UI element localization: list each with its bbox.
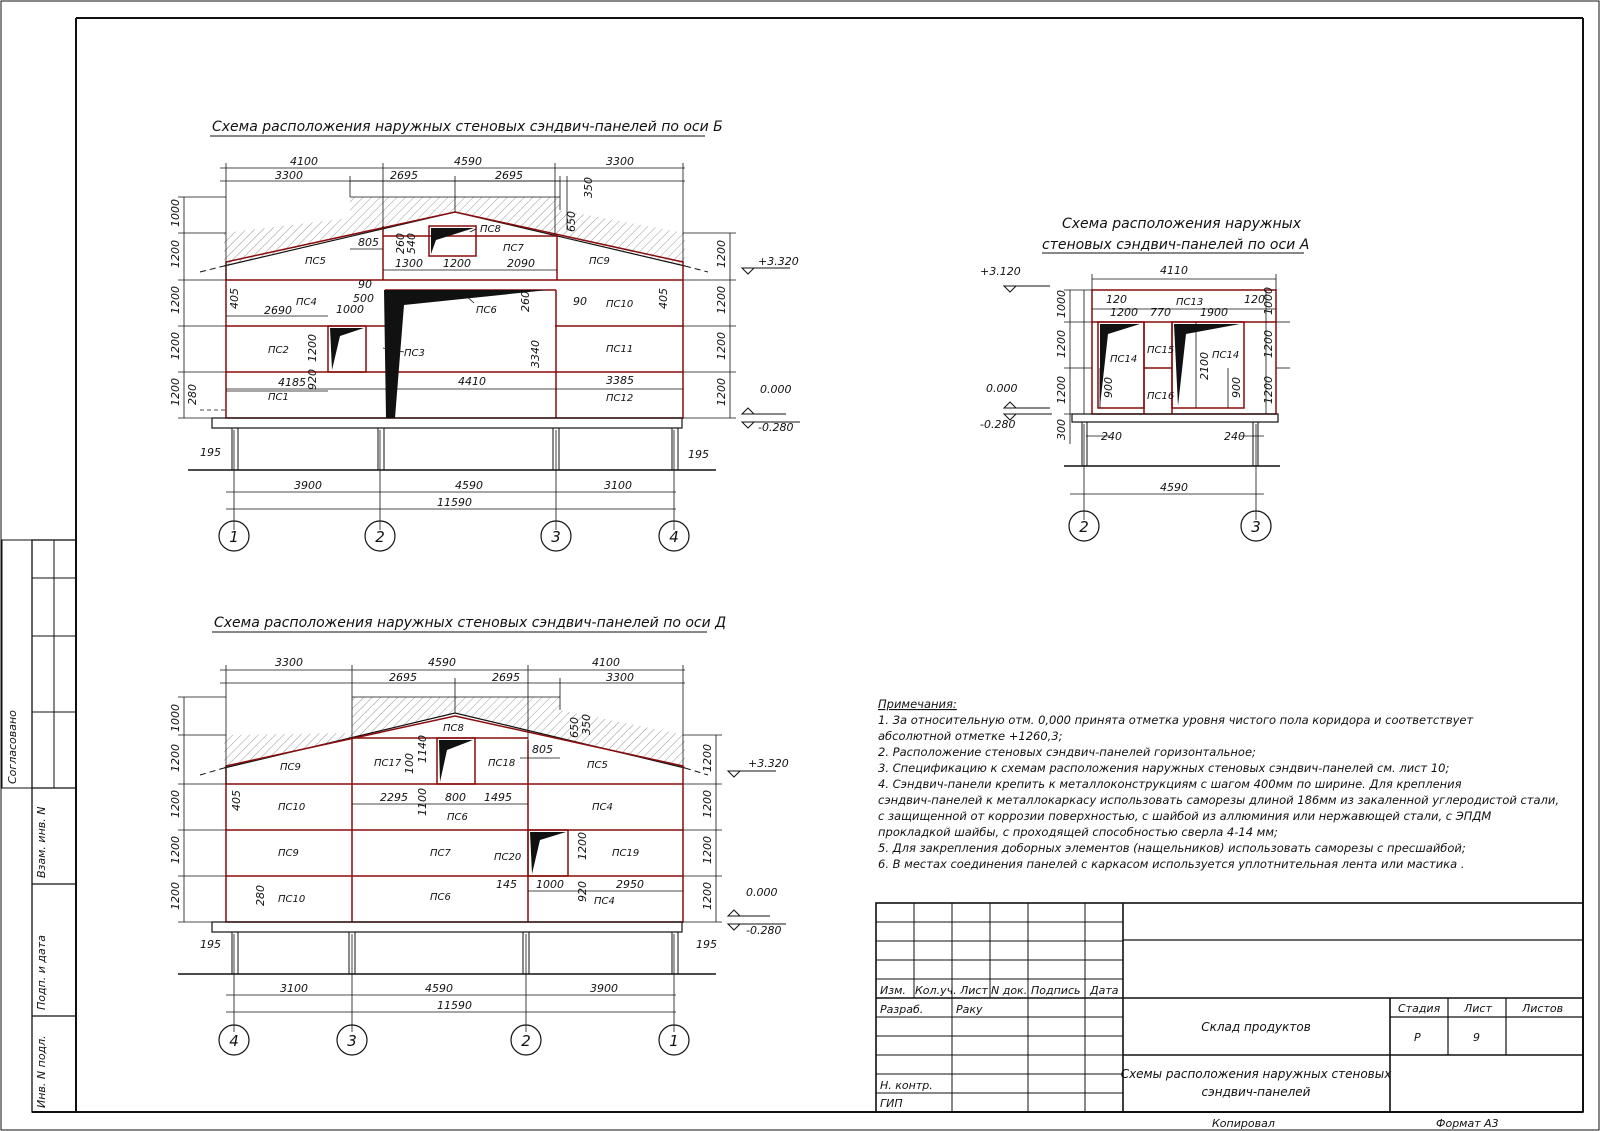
dim-text: 1200 [169,286,182,314]
stamp-header: N док. [991,984,1028,997]
level-mark: -0.280 [758,421,794,434]
top-dims [275,155,634,198]
dim-text: 2695 [495,169,523,182]
dim-text: 3300 [275,656,303,669]
level-mark: 0.000 [760,383,792,396]
panel-label: ПС14 [1212,350,1240,361]
dim-text: 1200 [169,378,182,406]
dim-text: 1000 [1262,287,1275,315]
stamp-project: Склад продуктов [1201,1020,1311,1034]
dim-text: 1200 [169,836,182,864]
strip-label-inventory: Инв. N подл. [35,1035,48,1108]
panel-label: ПС6 [430,892,451,903]
dim-text: 3900 [294,479,322,492]
dim-text: 350 [582,177,595,198]
level-mark: +3.320 [758,255,799,268]
dim-text: 3300 [275,169,303,182]
dim-text: 920 [576,881,589,902]
dim-text: 3300 [606,155,634,168]
stamp-header: Подпись [1031,984,1081,997]
dim-text: 900 [1102,377,1115,398]
dim-text: 4590 [428,656,456,669]
drawing-a-title-2: стеновых сэндвич-панелей по оси А [1042,237,1310,253]
dim-text: 1200 [1262,376,1275,404]
level-mark: +3.120 [980,265,1021,278]
stamp-role: ГИП [880,1097,903,1110]
stamp-col-sheet: Лист [1464,1002,1492,1015]
dim-text: 1200 [169,790,182,818]
note-line: с защищенной от коррозии поверхностью, с шайбой из аллюминия или нержавющей стали, с ЭПДМ [878,809,1492,823]
dim-text: 650 [568,717,581,738]
dim-text: 145 [496,878,517,891]
dim-text: 1000 [536,878,564,891]
stamp-header: Кол.уч. [915,984,957,997]
dim-text: 1200 [1110,306,1138,319]
panel-label: ПС13 [1176,297,1204,308]
dim-text: 405 [657,288,670,309]
axis-marker: 2 [1079,518,1089,536]
dim-text: 4110 [1160,264,1188,277]
panel-labels [268,224,633,404]
dim-text: 4590 [455,479,483,492]
panel-label: ПС10 [606,299,634,310]
dim-text: 1300 [395,257,423,270]
axis-marker: 1 [229,528,239,546]
dim-text: 240 [1101,430,1122,443]
level-mark: +3.320 [748,757,789,770]
panel-label: ПС8 [480,224,501,235]
axis-marker: 1 [669,1032,679,1050]
dim-text: 1200 [1055,376,1068,404]
level-mark: -0.280 [980,418,1016,431]
dim-text: 3300 [606,671,634,684]
top-dim-lines [178,163,736,530]
dim-text: 650 [565,211,578,232]
note-line: 4. Сэндвич-панели крепить к металлоконструкциям с шагом 400мм по ширине. Для крепления [878,777,1462,791]
panel-label: ПС18 [488,758,516,769]
dim-text: 195 [688,448,709,461]
axis-marker: 3 [1251,518,1261,536]
dim-text: 900 [1230,377,1243,398]
dim-text: 195 [696,938,717,951]
panel-label: ПС10 [278,894,306,905]
panel-label: ПС6 [447,812,468,823]
stamp-header: Изм. [880,984,906,997]
dim-text: 120 [1244,293,1265,306]
dim-text: 405 [228,288,241,309]
drawing-b [169,119,800,551]
panel-label: ПС7 [430,848,451,859]
panel-label: ПС17 [374,758,402,769]
panel-label: ПС8 [443,723,464,734]
stamp-col-stage: Стадия [1398,1002,1441,1015]
roof-hatch [224,197,455,266]
dim-text: 3900 [590,982,618,995]
panel-label: ПС9 [278,848,299,859]
panel-label: ПС11 [606,344,634,355]
panel-label: ПС20 [494,852,522,863]
left-strip-label: Согласовано [6,710,19,784]
panel-label: ПС5 [305,256,326,267]
note-line: 1. За относительную отм. 0,000 принята отметка уровня чистого пола коридора и соответствует [878,713,1474,727]
note-line: прокладкой шайбы, с проходящей способностью сверла 4-14 мм; [878,825,1278,839]
dim-text: 2295 [380,791,408,804]
dim-text: 1900 [1200,306,1228,319]
dim-text: 3385 [606,374,634,387]
axis-marker: 2 [521,1032,531,1050]
axis-marker: 2 [375,528,385,546]
dim-text: 805 [358,236,379,249]
panel-label: ПС6 [476,305,497,316]
dim-text: 90 [358,278,372,291]
dim-text: 4590 [425,982,453,995]
stamp-role: Разраб. [880,1003,924,1016]
dim-text: 350 [580,714,593,735]
stamp-header: Дата [1090,984,1119,997]
dim-text: 3340 [529,340,542,368]
stamp-copied: Копировал [1212,1117,1275,1130]
dim-text: 120 [1106,293,1127,306]
dim-text: 405 [230,790,243,811]
dim-text: 1200 [1055,330,1068,358]
strip-label-replacement: Взам. инв. N [35,806,48,878]
dim-text: 195 [200,446,221,459]
dim-text: 1200 [169,332,182,360]
dim-text: 1200 [701,836,714,864]
panel-label: ПС3 [404,348,425,359]
dim-text: 805 [532,743,553,756]
stamp-header: Лист [960,984,988,997]
notes-block [878,697,1559,871]
dim-text: 3100 [280,982,308,995]
dim-text: 1200 [715,378,728,406]
axis-marker: 3 [551,528,561,546]
dim-text: 1200 [443,257,471,270]
dim-text: 195 [200,938,221,951]
stamp-sheet-title: сэндвич-панелей [1201,1085,1311,1099]
stamp-author: Раку [956,1003,983,1016]
dim-text: 280 [254,885,267,906]
stamp-role: Н. контр. [880,1079,933,1092]
sheet-frame [1,1,1599,1130]
dim-text: 280 [186,384,199,405]
dim-text: 1000 [169,199,182,227]
dim-text: 1000 [1055,290,1068,318]
dim-text: 770 [1150,306,1171,319]
drawing-d-title: Схема расположения наружных стеновых сэндвич-панелей по оси Д [214,615,727,631]
panel-label: ПС15 [1147,345,1175,356]
level-mark: 0.000 [986,382,1018,395]
drawing-b-title: Схема расположения наружных стеновых сэндвич-панелей по оси Б [212,119,723,135]
dim-text: 1200 [1262,330,1275,358]
axis-marker: 4 [229,1032,239,1050]
stamp-col-sheets: Листов [1522,1002,1564,1015]
dim-text: 11590 [437,496,472,509]
panel-label: ПС9 [280,762,301,773]
note-line: абсолютной отметке +1260,3; [878,729,1063,743]
dim-text: 240 [1224,430,1245,443]
note-line: 3. Спецификацию к схемам расположения наружных стеновых сэндвич-панелей см. лист 10; [878,761,1450,775]
dim-text: 2695 [492,671,520,684]
stamp-sheet-title: Схемы расположения наружных стеновых [1120,1067,1392,1081]
dim-text: 1200 [169,882,182,910]
dim-text: 260 [519,291,532,312]
panel-label: ПС4 [296,297,317,308]
drawing-a [980,216,1309,541]
dim-text: 300 [1055,419,1068,440]
note-line: сэндвич-панелей к металлокаркасу использовать саморезы длиной 186мм из закаленной углеродистой стали, [878,793,1560,807]
dim-text: 1200 [169,240,182,268]
dim-text: 11590 [437,999,472,1012]
panel-label: ПС12 [606,393,634,404]
panel-label: ПС2 [268,345,289,356]
dim-text: 1200 [306,334,319,362]
dim-text: 1200 [701,790,714,818]
dim-text: 1140 [416,735,429,763]
left-dims [169,199,182,406]
dim-text: 3100 [604,479,632,492]
dim-text: 4100 [592,656,620,669]
dim-text: 800 [445,791,466,804]
panel-label: ПС1 [268,392,289,403]
dim-text: 1200 [701,744,714,772]
dim-text: 4590 [1160,481,1188,494]
dim-text: 1495 [484,791,512,804]
dim-text: 1100 [416,788,429,816]
dim-text: 1200 [715,286,728,314]
stamp-sheet-no: 9 [1473,1031,1480,1044]
panel-label: ПС9 [589,256,610,267]
level-mark: -0.280 [746,924,782,937]
stamp-format: Формат А3 [1436,1117,1499,1130]
axis-marker: 3 [347,1032,357,1050]
dim-text: 1200 [169,744,182,772]
dim-text: 1200 [715,332,728,360]
dim-text: 100 [403,753,416,774]
dim-text: 260 [394,233,407,254]
panel-label: ПС5 [587,760,608,771]
dim-text: 4100 [290,155,318,168]
panel-label: ПС14 [1110,354,1138,365]
dim-text: 1000 [169,704,182,732]
strip-label-sign-date: Подп. и дата [35,935,48,1010]
dim-text: 2100 [1198,352,1211,380]
dim-text: 2695 [389,671,417,684]
dim-text: 1000 [336,303,364,316]
dim-text: 2690 [264,304,292,317]
level-mark: 0.000 [746,886,778,899]
panel-label: ПС4 [594,896,615,907]
dim-text: 90 [573,295,587,308]
note-line: 6. В местах соединения панелей с каркасом используется уплотнительная лента или мастика . [878,857,1465,871]
axis-marker: 4 [669,528,679,546]
drawing-a-title-1: Схема расположения наружных [1062,216,1302,232]
panel-label: ПС16 [1147,391,1175,402]
right-dims [715,240,728,406]
note-line: 5. Для закрепления доборных элементов (нащельников) использовать саморезы с пресшайбой; [878,841,1466,855]
panel-label: ПС4 [592,802,613,813]
dim-text: 4590 [454,155,482,168]
panel-label: ПС19 [612,848,640,859]
notes-heading: Примечания: [878,697,957,711]
dim-text: 2695 [390,169,418,182]
note-line: 2. Расположение стеновых сэндвич-панелей горизонтальное; [878,745,1256,759]
dim-text: 500 [353,292,374,305]
dim-text: 1200 [701,882,714,910]
dim-text: 2090 [507,257,535,270]
dim-text: 4410 [458,375,486,388]
dim-text: 1200 [715,240,728,268]
dim-text: 540 [405,233,418,254]
dim-text: 4185 [278,376,306,389]
dim-text: 2950 [616,878,644,891]
panel-label: ПС7 [503,243,524,254]
drawing-d [169,615,789,1055]
panel-label: ПС10 [278,802,306,813]
dim-text: 1200 [576,832,589,860]
stamp-stage: Р [1414,1031,1421,1044]
dim-text: 920 [306,369,319,390]
